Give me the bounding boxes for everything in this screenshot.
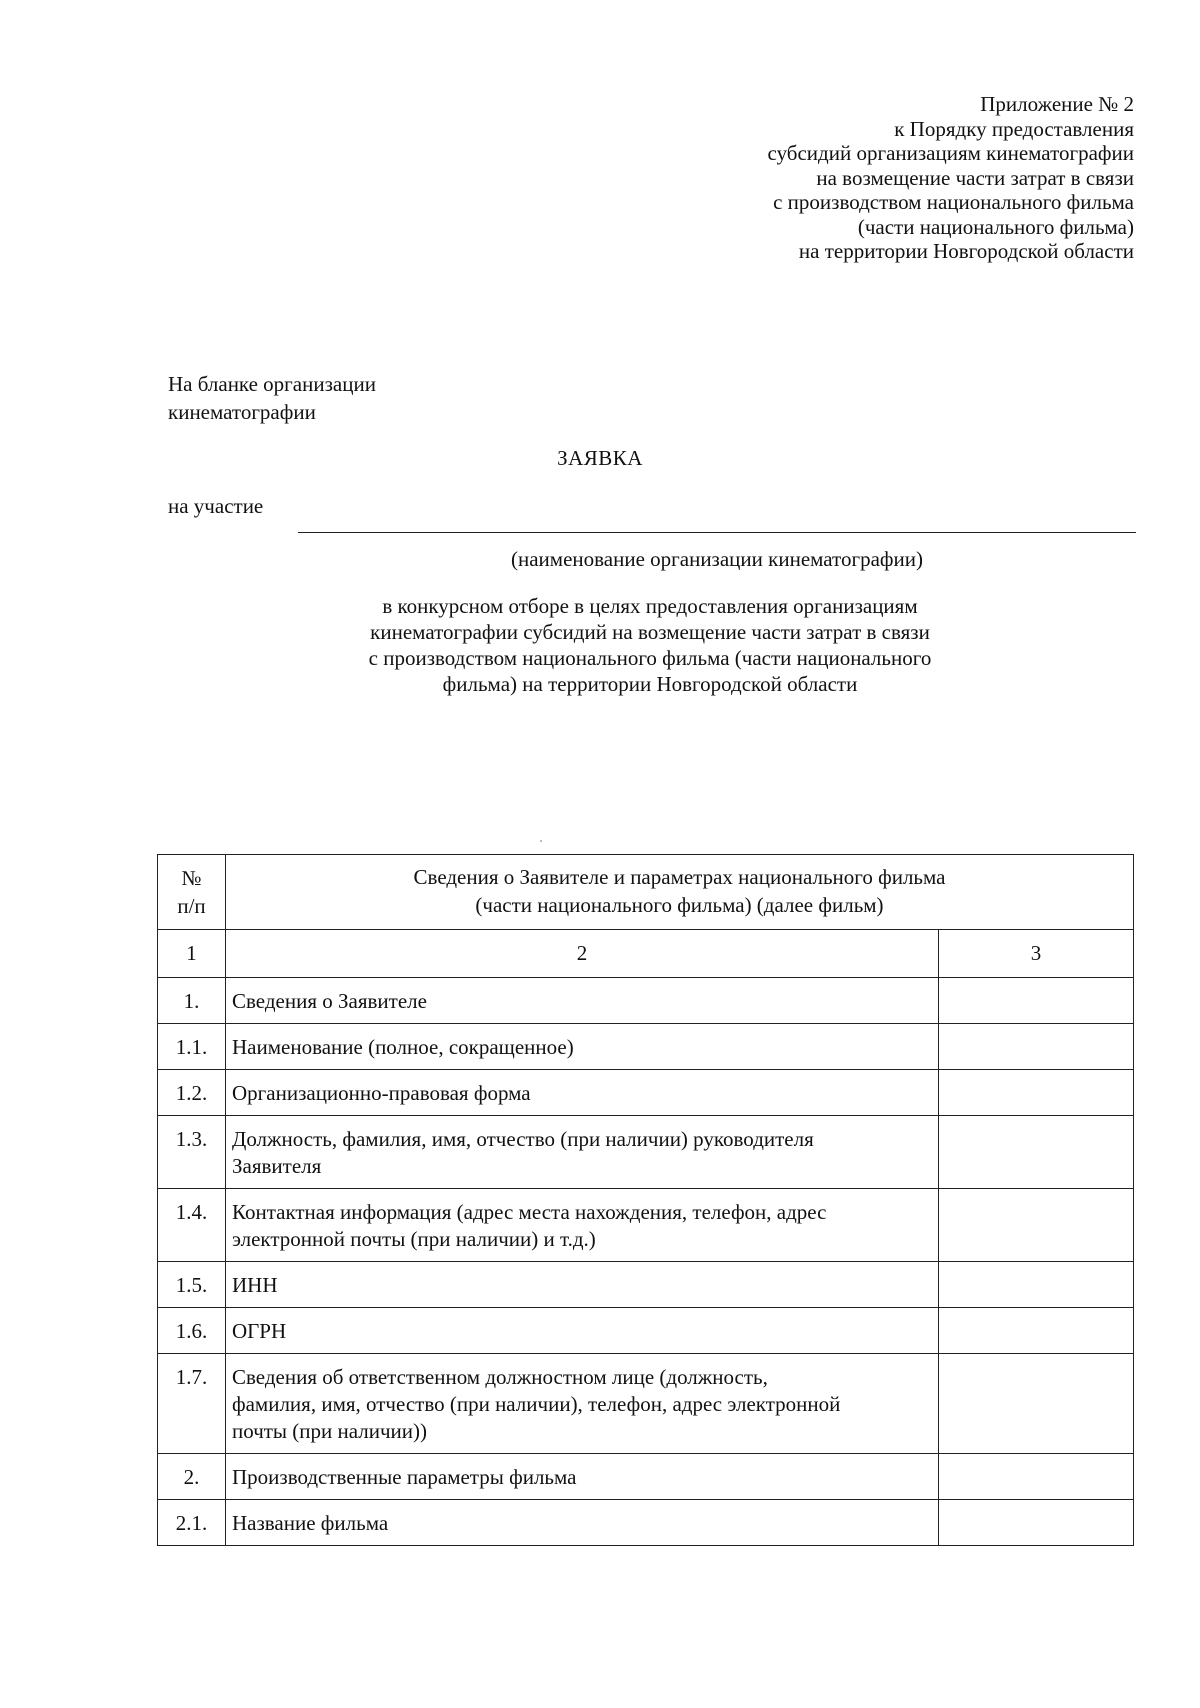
row-value-cell[interactable] [938, 978, 1133, 1024]
header-title-line: (части национального фильма) (далее фильм) [475, 893, 884, 917]
letterhead-note-line: На бланке организации [168, 372, 376, 396]
scan-speck [540, 840, 542, 842]
appendix-line: Приложение № 2 [980, 92, 1134, 116]
row-number-cell: 1.5. [158, 1262, 226, 1308]
row-description-line: Должность, фамилия, имя, отчество (при наличии) руководителя [232, 1127, 814, 1151]
purpose-text [280, 593, 1020, 697]
row-description-line: ИНН [232, 1273, 278, 1297]
row-number-cell: 1.1. [158, 1024, 226, 1070]
row-description-line: Заявителя [232, 1154, 322, 1178]
table-row [158, 1070, 1134, 1116]
header-number-abbr: п/п [177, 894, 206, 918]
row-description-cell [226, 1024, 939, 1070]
table-row [158, 1189, 1134, 1262]
appendix-line: субсидий организациям кинематографии [767, 141, 1134, 165]
row-number-cell: 1.7. [158, 1354, 226, 1454]
row-value-cell[interactable] [938, 1354, 1133, 1454]
application-table [157, 854, 1134, 1546]
row-description-cell [226, 978, 939, 1024]
appendix-line: на возмещение части затрат в связи [816, 165, 1134, 190]
row-description-line: фамилия, имя, отчество (при наличии), телефон, адрес электронной [232, 1392, 841, 1416]
row-value-cell[interactable] [938, 1070, 1133, 1116]
organization-name-fill-line [298, 532, 1136, 533]
header-number-cell [158, 855, 226, 930]
row-description-line: ОГРН [232, 1319, 287, 1343]
row-value-cell[interactable] [938, 1454, 1133, 1500]
table-row [158, 1500, 1134, 1546]
row-description-line: Сведения об ответственном должностном лице (должность, [232, 1365, 768, 1389]
header-title-line: Сведения о Заявителе и параметрах национального фильма [413, 865, 946, 889]
row-value-cell[interactable] [938, 1024, 1133, 1070]
row-description-cell [226, 1189, 939, 1262]
purpose-line: в конкурсном отборе в целях предоставления организациям [382, 594, 918, 618]
participation-label: на участие [168, 494, 264, 518]
row-value-cell[interactable] [938, 1308, 1133, 1354]
row-description-line: почты (при наличии)) [232, 1419, 427, 1443]
row-number-cell: 1.6. [158, 1308, 226, 1354]
row-description-line: электронной почты (при наличии) и т.д.) [232, 1227, 596, 1251]
letterhead-note [168, 370, 376, 426]
column-index-cell: 2 [226, 930, 939, 978]
row-value-cell[interactable] [938, 1116, 1133, 1189]
column-index-cell: 1 [158, 930, 226, 978]
column-index-cell: 3 [938, 930, 1133, 978]
purpose-line: с производством национального фильма (части национального [368, 646, 932, 670]
appendix-line: на территории Новгородской области [798, 239, 1134, 263]
header-title-cell [226, 855, 1134, 930]
appendix-line: с производством национального фильма [773, 190, 1134, 214]
row-description-cell [226, 1262, 939, 1308]
fill-line-caption: (наименование организации кинематографии) [511, 547, 923, 571]
row-number-cell: 1. [158, 978, 226, 1024]
table-row [158, 1308, 1134, 1354]
appendix-line: к Порядку предоставления [894, 116, 1134, 141]
row-value-cell[interactable] [938, 1500, 1133, 1546]
row-description-cell [226, 1500, 939, 1546]
letterhead-note-line: кинематографии [168, 400, 316, 424]
row-description-line: Название фильма [232, 1511, 389, 1535]
row-description-line: Наименование (полное, сокращенное) [232, 1035, 574, 1059]
table-header-row [158, 855, 1134, 930]
row-value-cell[interactable] [938, 1262, 1133, 1308]
header-number-sign: № [181, 866, 202, 890]
table-row [158, 1116, 1134, 1189]
column-index-row [158, 930, 1134, 978]
table-row [158, 978, 1134, 1024]
row-number-cell: 1.2. [158, 1070, 226, 1116]
row-description-line: Сведения о Заявителе [232, 989, 427, 1013]
appendix-line: (части национального фильма) [857, 214, 1134, 239]
purpose-line: фильма) на территории Новгородской области [442, 672, 858, 696]
row-description-cell [226, 1308, 939, 1354]
table-row [158, 1262, 1134, 1308]
table-row [158, 1024, 1134, 1070]
row-description-cell [226, 1454, 939, 1500]
document-title: ЗАЯВКА [557, 446, 643, 470]
row-number-cell: 2. [158, 1454, 226, 1500]
row-description-line: Контактная информация (адрес места нахождения, телефон, адрес [232, 1200, 827, 1224]
row-description-line: Производственные параметры фильма [232, 1465, 577, 1489]
purpose-line: кинематографии субсидий на возмещение части затрат в связи [370, 620, 930, 644]
row-description-cell [226, 1354, 939, 1454]
appendix-block [574, 92, 1134, 264]
row-value-cell[interactable] [938, 1189, 1133, 1262]
row-number-cell: 1.4. [158, 1189, 226, 1262]
table-row [158, 1354, 1134, 1454]
row-description-cell [226, 1070, 939, 1116]
row-number-cell: 2.1. [158, 1500, 226, 1546]
row-description-line: Организационно-правовая форма [232, 1081, 531, 1105]
row-number-cell: 1.3. [158, 1116, 226, 1189]
row-description-cell [226, 1116, 939, 1189]
table-row [158, 1454, 1134, 1500]
